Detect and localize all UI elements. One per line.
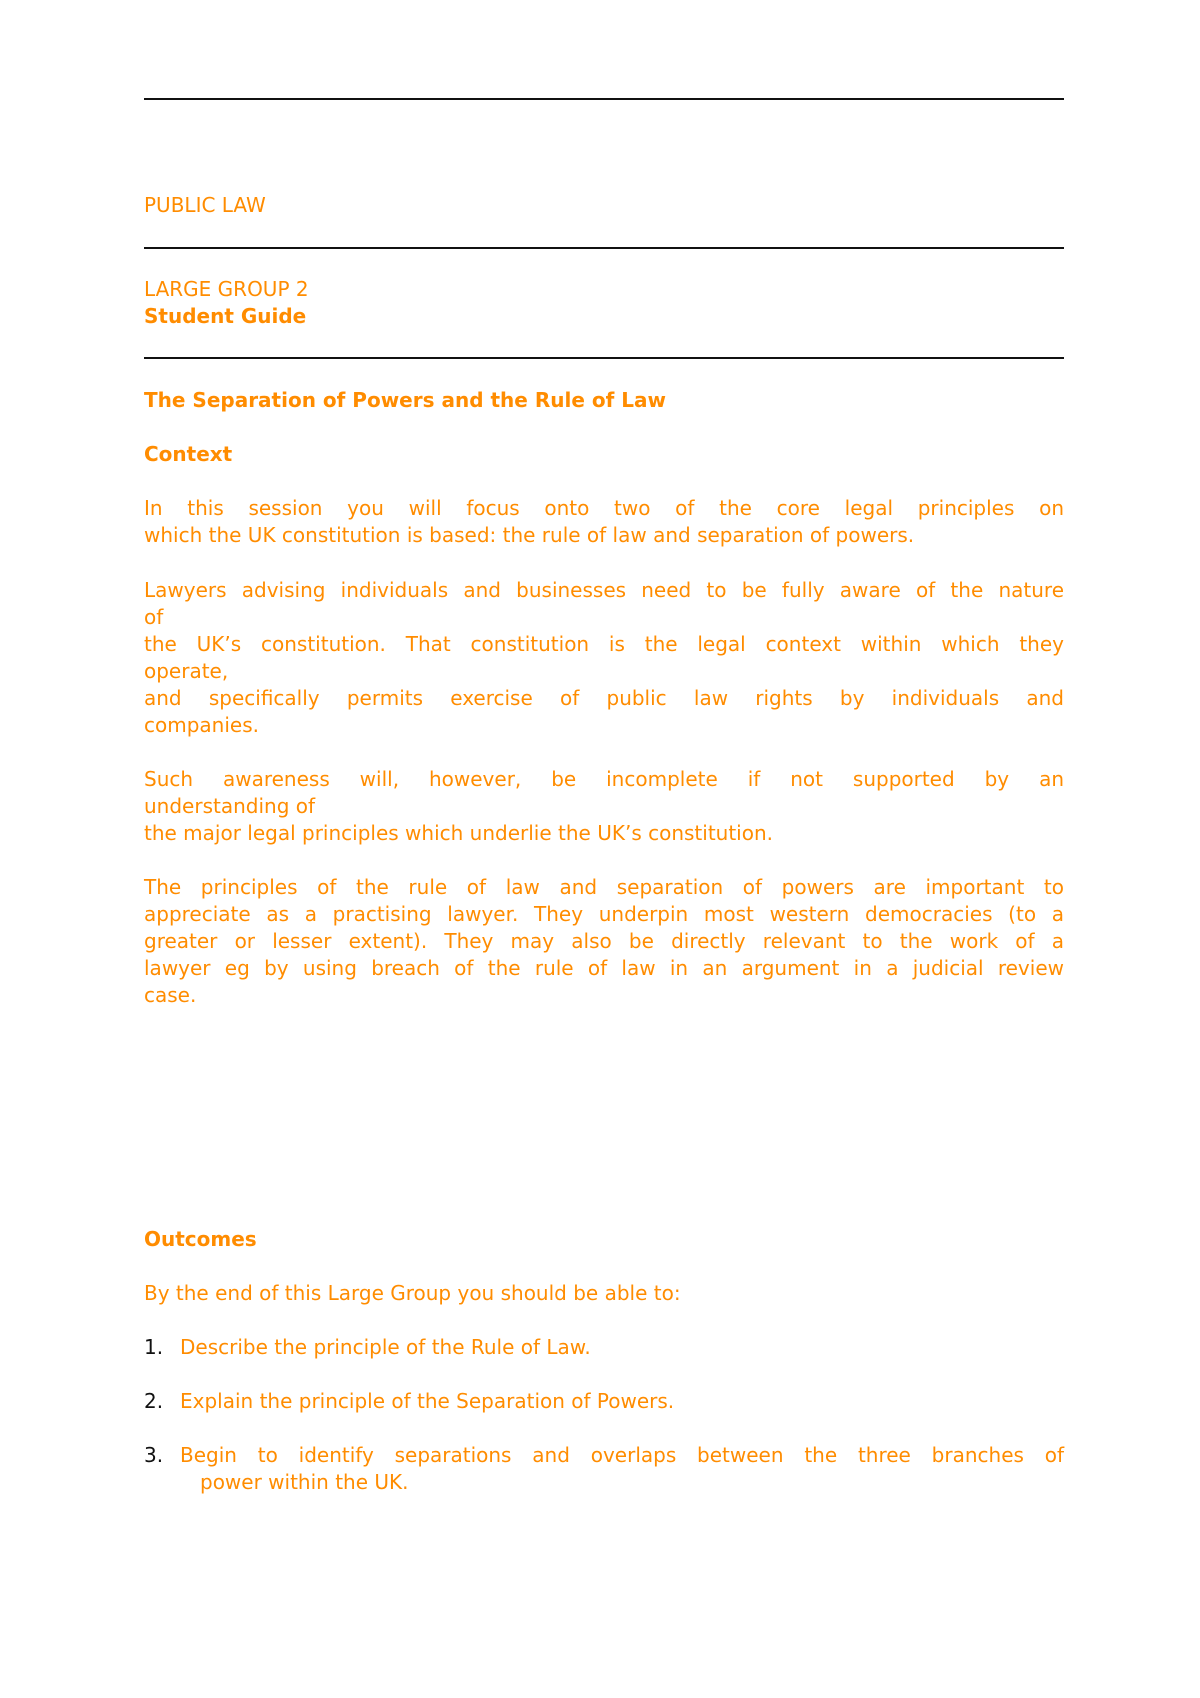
context-heading: Context xyxy=(144,442,233,466)
context-paragraph-1 xyxy=(144,495,1064,549)
course-title: PUBLIC LAW xyxy=(144,193,266,217)
header-divider xyxy=(144,247,1064,249)
paragraph-line: understanding of xyxy=(144,794,316,818)
paragraph-line: the major legal principles which underlie the UK’s constitution. xyxy=(144,821,774,845)
context-paragraph-3 xyxy=(144,766,1064,847)
paragraph-line: companies. xyxy=(144,713,259,737)
outcomes-intro: By the end of this Large Group you should be able to: xyxy=(144,1281,681,1305)
guide-title: Student Guide xyxy=(144,304,307,328)
list-number: 2. xyxy=(144,1389,164,1413)
title-divider xyxy=(144,357,1064,359)
context-paragraph-2 xyxy=(144,577,1064,739)
paragraph-line: appreciate as a practising lawyer. They underpin most western democracies (to a xyxy=(144,902,1064,926)
outcome-text-line-2: power within the UK. xyxy=(200,1470,409,1494)
paragraph-line: operate, xyxy=(144,659,229,683)
paragraph-line: In this session you will focus onto two of the core legal principles on xyxy=(144,496,1064,520)
paragraph-line: case. xyxy=(144,983,197,1007)
group-title: LARGE GROUP 2 xyxy=(144,277,309,301)
paragraph-line: lawyer eg by using breach of the rule of law in an argument in a judicial review xyxy=(144,956,1064,980)
paragraph-line: Lawyers advising individuals and businesses need to be fully aware of the nature xyxy=(144,578,1064,602)
outcome-text-line-1: Begin to identify separations and overlaps between the three branches of xyxy=(180,1443,1064,1467)
outcome-text: Describe the principle of the Rule of Law. xyxy=(180,1335,591,1359)
paragraph-line: and specifically permits exercise of public law rights by individuals and xyxy=(144,686,1064,710)
outcome-text: Explain the principle of the Separation of Powers. xyxy=(180,1389,675,1413)
paragraph-line: Such awareness will, however, be incomplete if not supported by an xyxy=(144,767,1064,791)
paragraph-line: of xyxy=(144,605,164,629)
list-number: 3. xyxy=(144,1443,164,1467)
paragraph-line: the UK’s constitution. That constitution is the legal context within which they xyxy=(144,632,1064,656)
list-number: 1. xyxy=(144,1335,164,1359)
paragraph-line: which the UK constitution is based: the rule of law and separation of powers. xyxy=(144,523,915,547)
context-paragraph-4 xyxy=(144,874,1064,1009)
paragraph-line: greater or lesser extent). They may also be directly relevant to the work of a xyxy=(144,929,1064,953)
paragraph-line: The principles of the rule of law and separation of powers are important to xyxy=(144,875,1064,899)
top-divider xyxy=(144,98,1064,100)
outcomes-heading: Outcomes xyxy=(144,1227,257,1251)
topic-title: The Separation of Powers and the Rule of Law xyxy=(144,388,666,412)
